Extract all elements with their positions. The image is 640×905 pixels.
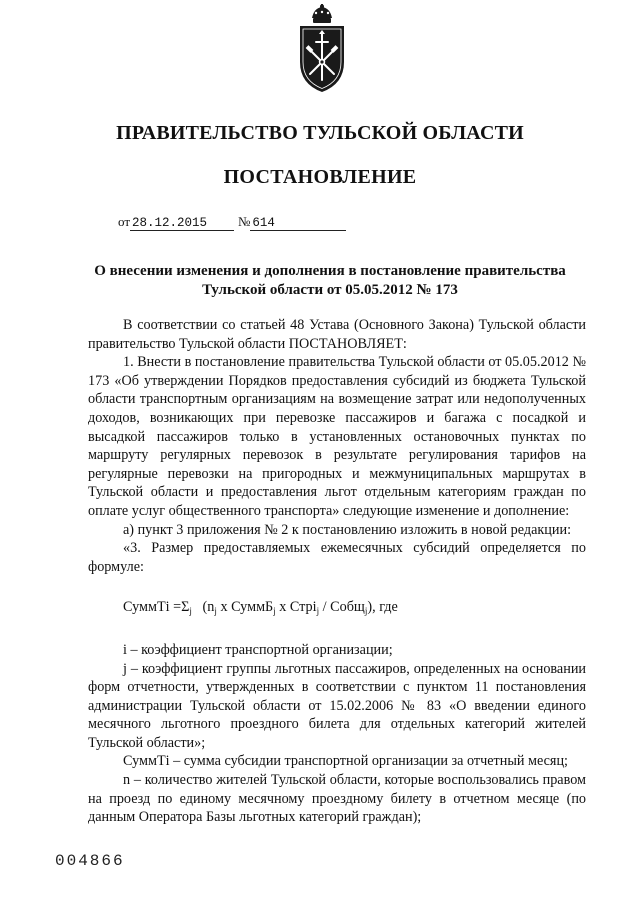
formula-n-sub: j: [214, 606, 217, 617]
formula-s-sub: j: [316, 606, 320, 617]
formula-lhs: СуммТi =Σ: [123, 599, 190, 616]
paragraph-point-3: «3. Размер предоставляемых ежемесячных субсидий определяется по формуле:: [88, 540, 586, 575]
formula-close: ), где: [367, 599, 398, 616]
formula-o-sub: j: [364, 606, 368, 617]
definition-j: j – коэффициент группы льготных пассажиров, определенных на основании форм отчетности, утвержденных в соответствии с пунктом 11 постановления администрации Тульской области от 15.02.2006 № 83 «О введении единого месячного льготного проездного билета для отдельных категорий жителей Тульской области»;: [88, 660, 586, 751]
paragraph-subitem-a: а) пункт 3 приложения № 2 к постановлению изложить в новой редакции:: [123, 521, 572, 538]
formula-mid2: x Стрi: [275, 599, 317, 616]
formula-sum-sub: j: [189, 606, 192, 617]
organization-title: ПРАВИТЕЛЬСТВО ТУЛЬСКОЙ ОБЛАСТИ: [116, 122, 524, 144]
subsidy-formula: [88, 598, 586, 621]
document-date: 28.12.2015: [130, 217, 234, 231]
date-number-line: [118, 214, 346, 231]
number-label: №: [238, 214, 251, 229]
date-label: от: [118, 214, 131, 229]
paragraph-item-1: 1. Внести в постановление правительства Тульской области от 05.05.2012 № 173 «Об утверждении Порядков предоставления субсидий из бюджета Тульской области транспортным организациям на возмещение затрат или недополученных доходов, возникающих при перевозке пассажиров и багажа с посадкой и высадкой пассажиров только в установленных остановочных пунктах по маршруту регулярных перевозок в результате регулирования тарифов на регулярные перевозки на пригородных и межмуниципальных маршрутах в Тульской области и предоставления льгот отдельным категориям граждан по оплате услуг общественного транспорта» следующие изменение и дополнение:: [88, 354, 586, 519]
formula-mid3: / Собщ: [319, 599, 365, 616]
document-type-title: ПОСТАНОВЛЕНИЕ: [223, 166, 417, 188]
document-number: 614: [250, 217, 346, 231]
registration-stamp-number: 004866: [55, 852, 125, 870]
formula-b-sub: j: [273, 606, 276, 617]
definition-n: n – количество жителей Тульской области, которые воспользовались правом на проезд по единому месячному проездному билету в отчетном месяце (по данным Оператора Базы льготных категорий граждан);: [88, 772, 586, 826]
formula-mid: x СуммБ: [216, 599, 274, 616]
heading-line-1: О внесении изменения и дополнения в постановление правительства: [94, 263, 566, 279]
definition-i: i – коэффициент транспортной организации;: [123, 641, 393, 658]
document-body: [88, 316, 586, 827]
formula-open: (n: [202, 599, 215, 616]
coat-of-arms-icon: [292, 4, 352, 96]
heading-line-2: Тульской области от 05.05.2012 № 173: [202, 282, 458, 298]
paragraph-preamble: В соответствии со статьей 48 Устава (Основного Закона) Тульской области правительство Тульской области ПОСТАНОВЛЯЕТ:: [88, 317, 586, 352]
document-heading: [80, 262, 580, 300]
definition-summ-ti: СуммТi – сумма субсидии транспортной организации за отчетный месяц;: [123, 753, 568, 770]
